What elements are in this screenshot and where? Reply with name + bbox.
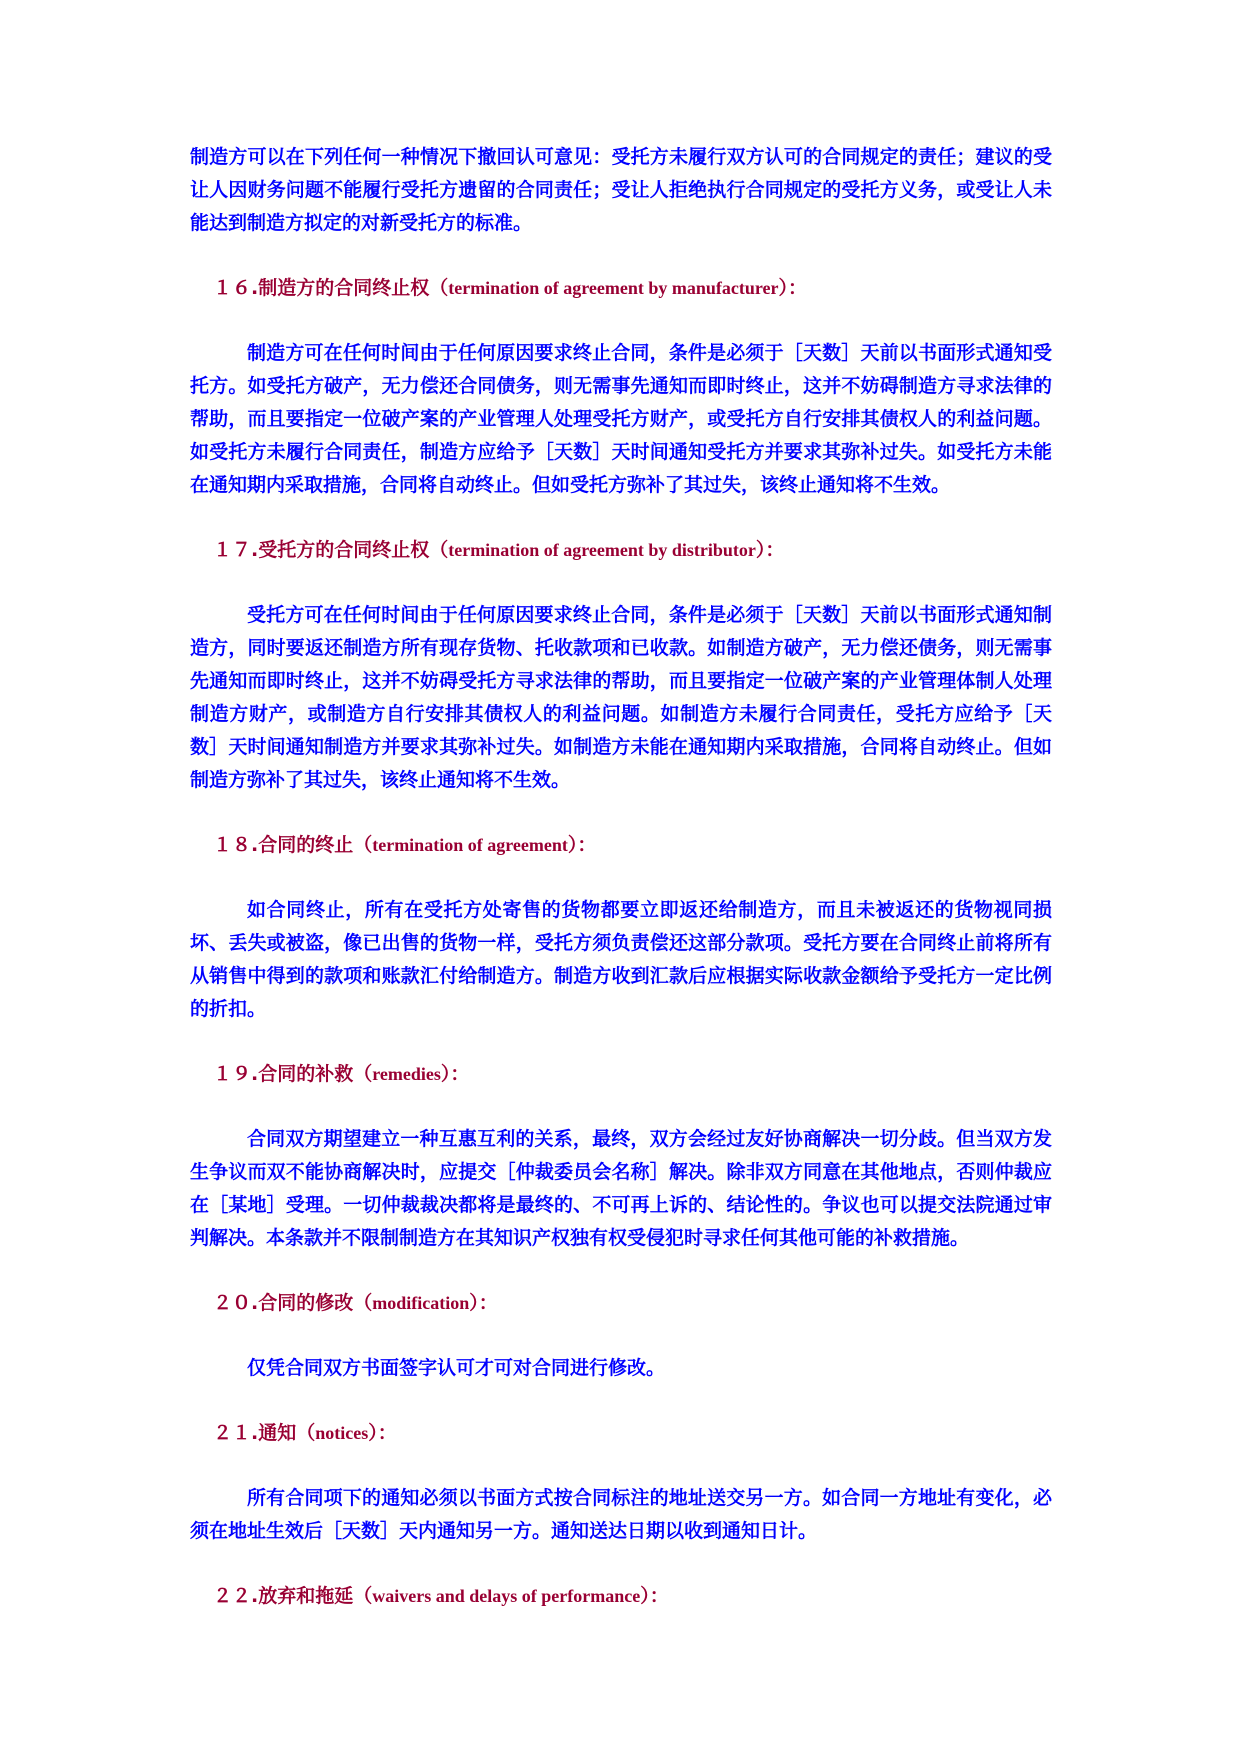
heading-suffix: ）： (755, 539, 785, 561)
paragraph-19: 合同双方期望建立一种互惠互利的关系，最终，双方会经过友好协商解决一切分歧。但当双方发生争议而双不能协商解决时，应提交［仲裁委员会名称］解决。除非双方同意在其他地点，否则仲裁应在［某地］受理。一切仲裁裁决都将是最终的、不可再上诉的、结论性的。争议也可以提交法院通过审判解决。本条款并不限制制造方在其知识产权独有权受侵犯时寻求任何其他可能的补救措施。 (190, 1128, 1052, 1249)
heading-en-text: termination of agreement by manufacturer (448, 278, 779, 298)
heading-zh-text: ２２.放弃和拖延（ (213, 1585, 373, 1607)
heading-zh-text: １９.合同的补救（ (213, 1063, 373, 1085)
heading-zh-text: ２１.通知（ (213, 1422, 316, 1444)
heading-en-text: termination of agreement (372, 835, 568, 855)
heading-zh-text: １８.合同的终止（ (213, 834, 373, 856)
heading-zh-text: １６.制造方的合同终止权（ (213, 277, 449, 299)
section-heading-21 (190, 1417, 1052, 1450)
section-heading-17 (190, 534, 1052, 567)
heading-suffix: ）： (640, 1585, 669, 1607)
heading-suffix: ）： (440, 1063, 470, 1085)
heading-suffix: ）： (368, 1422, 397, 1444)
heading-suffix: ）： (567, 834, 597, 856)
heading-en-text: termination of agreement by distributor (448, 540, 756, 560)
heading-zh-text: ２０.合同的修改（ (213, 1292, 373, 1314)
section-heading-20 (190, 1287, 1052, 1320)
heading-en-text: modification (372, 1293, 470, 1313)
section-heading-19 (190, 1058, 1052, 1091)
paragraph-16: 制造方可在任何时间由于任何原因要求终止合同，条件是必须于［天数］天前以书面形式通知受托方。如受托方破产，无力偿还合同债务，则无需事先通知而即时终止，这并不妨碍制造方寻求法律的帮助，而且要指定一位破产案的产业管理人处理受托方财产，或受托方自行安排其债权人的利益问题。如受托方未履行合同责任，制造方应给予［天数］天时间通知受托方并要求其弥补过失。如受托方未能在通知期内采取措施，合同将自动终止。但如受托方弥补了其过失，该终止通知将不生效。 (190, 342, 1052, 496)
paragraph-18: 如合同终止，所有在受托方处寄售的货物都要立即返还给制造方，而且未被返还的货物视同损坏、丢失或被盗，像已出售的货物一样，受托方须负责偿还这部分款项。受托方要在合同终止前将所有从销售中得到的款项和账款汇付给制造方。制造方收到汇款后应根据实际收款金额给予受托方一定比例的折扣。 (190, 899, 1052, 1020)
section-heading-18 (190, 829, 1052, 862)
paragraph-17: 受托方可在任何时间由于任何原因要求终止合同，条件是必须于［天数］天前以书面形式通知制造方，同时要返还制造方所有现存货物、托收款项和已收款。如制造方破产，无力偿还债务，则无需事先通知而即时终止，这并不妨碍受托方寻求法律的帮助，而且要指定一位破产案的产业管理体制人处理制造方财产，或制造方自行安排其债权人的利益问题。如制造方未履行合同责任，受托方应给予［天数］天时间通知制造方并要求其弥补过失。如制造方未能在通知期内采取措施，合同将自动终止。但如制造方弥补了其过失，该终止通知将不生效。 (190, 604, 1052, 791)
heading-en-text: notices (315, 1423, 369, 1443)
section-heading-16 (190, 272, 1052, 305)
heading-suffix: ）： (469, 1292, 498, 1314)
section-heading-22 (190, 1580, 1052, 1613)
paragraph-21: 所有合同项下的通知必须以书面方式按合同标注的地址送交另一方。如合同一方地址有变化，必须在地址生效后［天数］天内通知另一方。通知送达日期以收到通知日计。 (190, 1487, 1052, 1542)
heading-en-text: waivers and delays of performance (372, 1586, 641, 1606)
heading-en-text: remedies (372, 1064, 441, 1084)
heading-zh-text: １７.受托方的合同终止权（ (213, 539, 449, 561)
heading-suffix: ）： (778, 277, 808, 299)
paragraph-20: 仅凭合同双方书面签字认可才可对合同进行修改。 (247, 1357, 666, 1379)
paragraph-continuation: 制造方可以在下列任何一种情况下撤回认可意见：受托方未履行双方认可的合同规定的责任；建议的受让人因财务问题不能履行受托方遗留的合同责任；受让人拒绝执行合同规定的受托方义务，或受让人未能达到制造方拟定的对新受托方的标准。 (190, 146, 1052, 234)
